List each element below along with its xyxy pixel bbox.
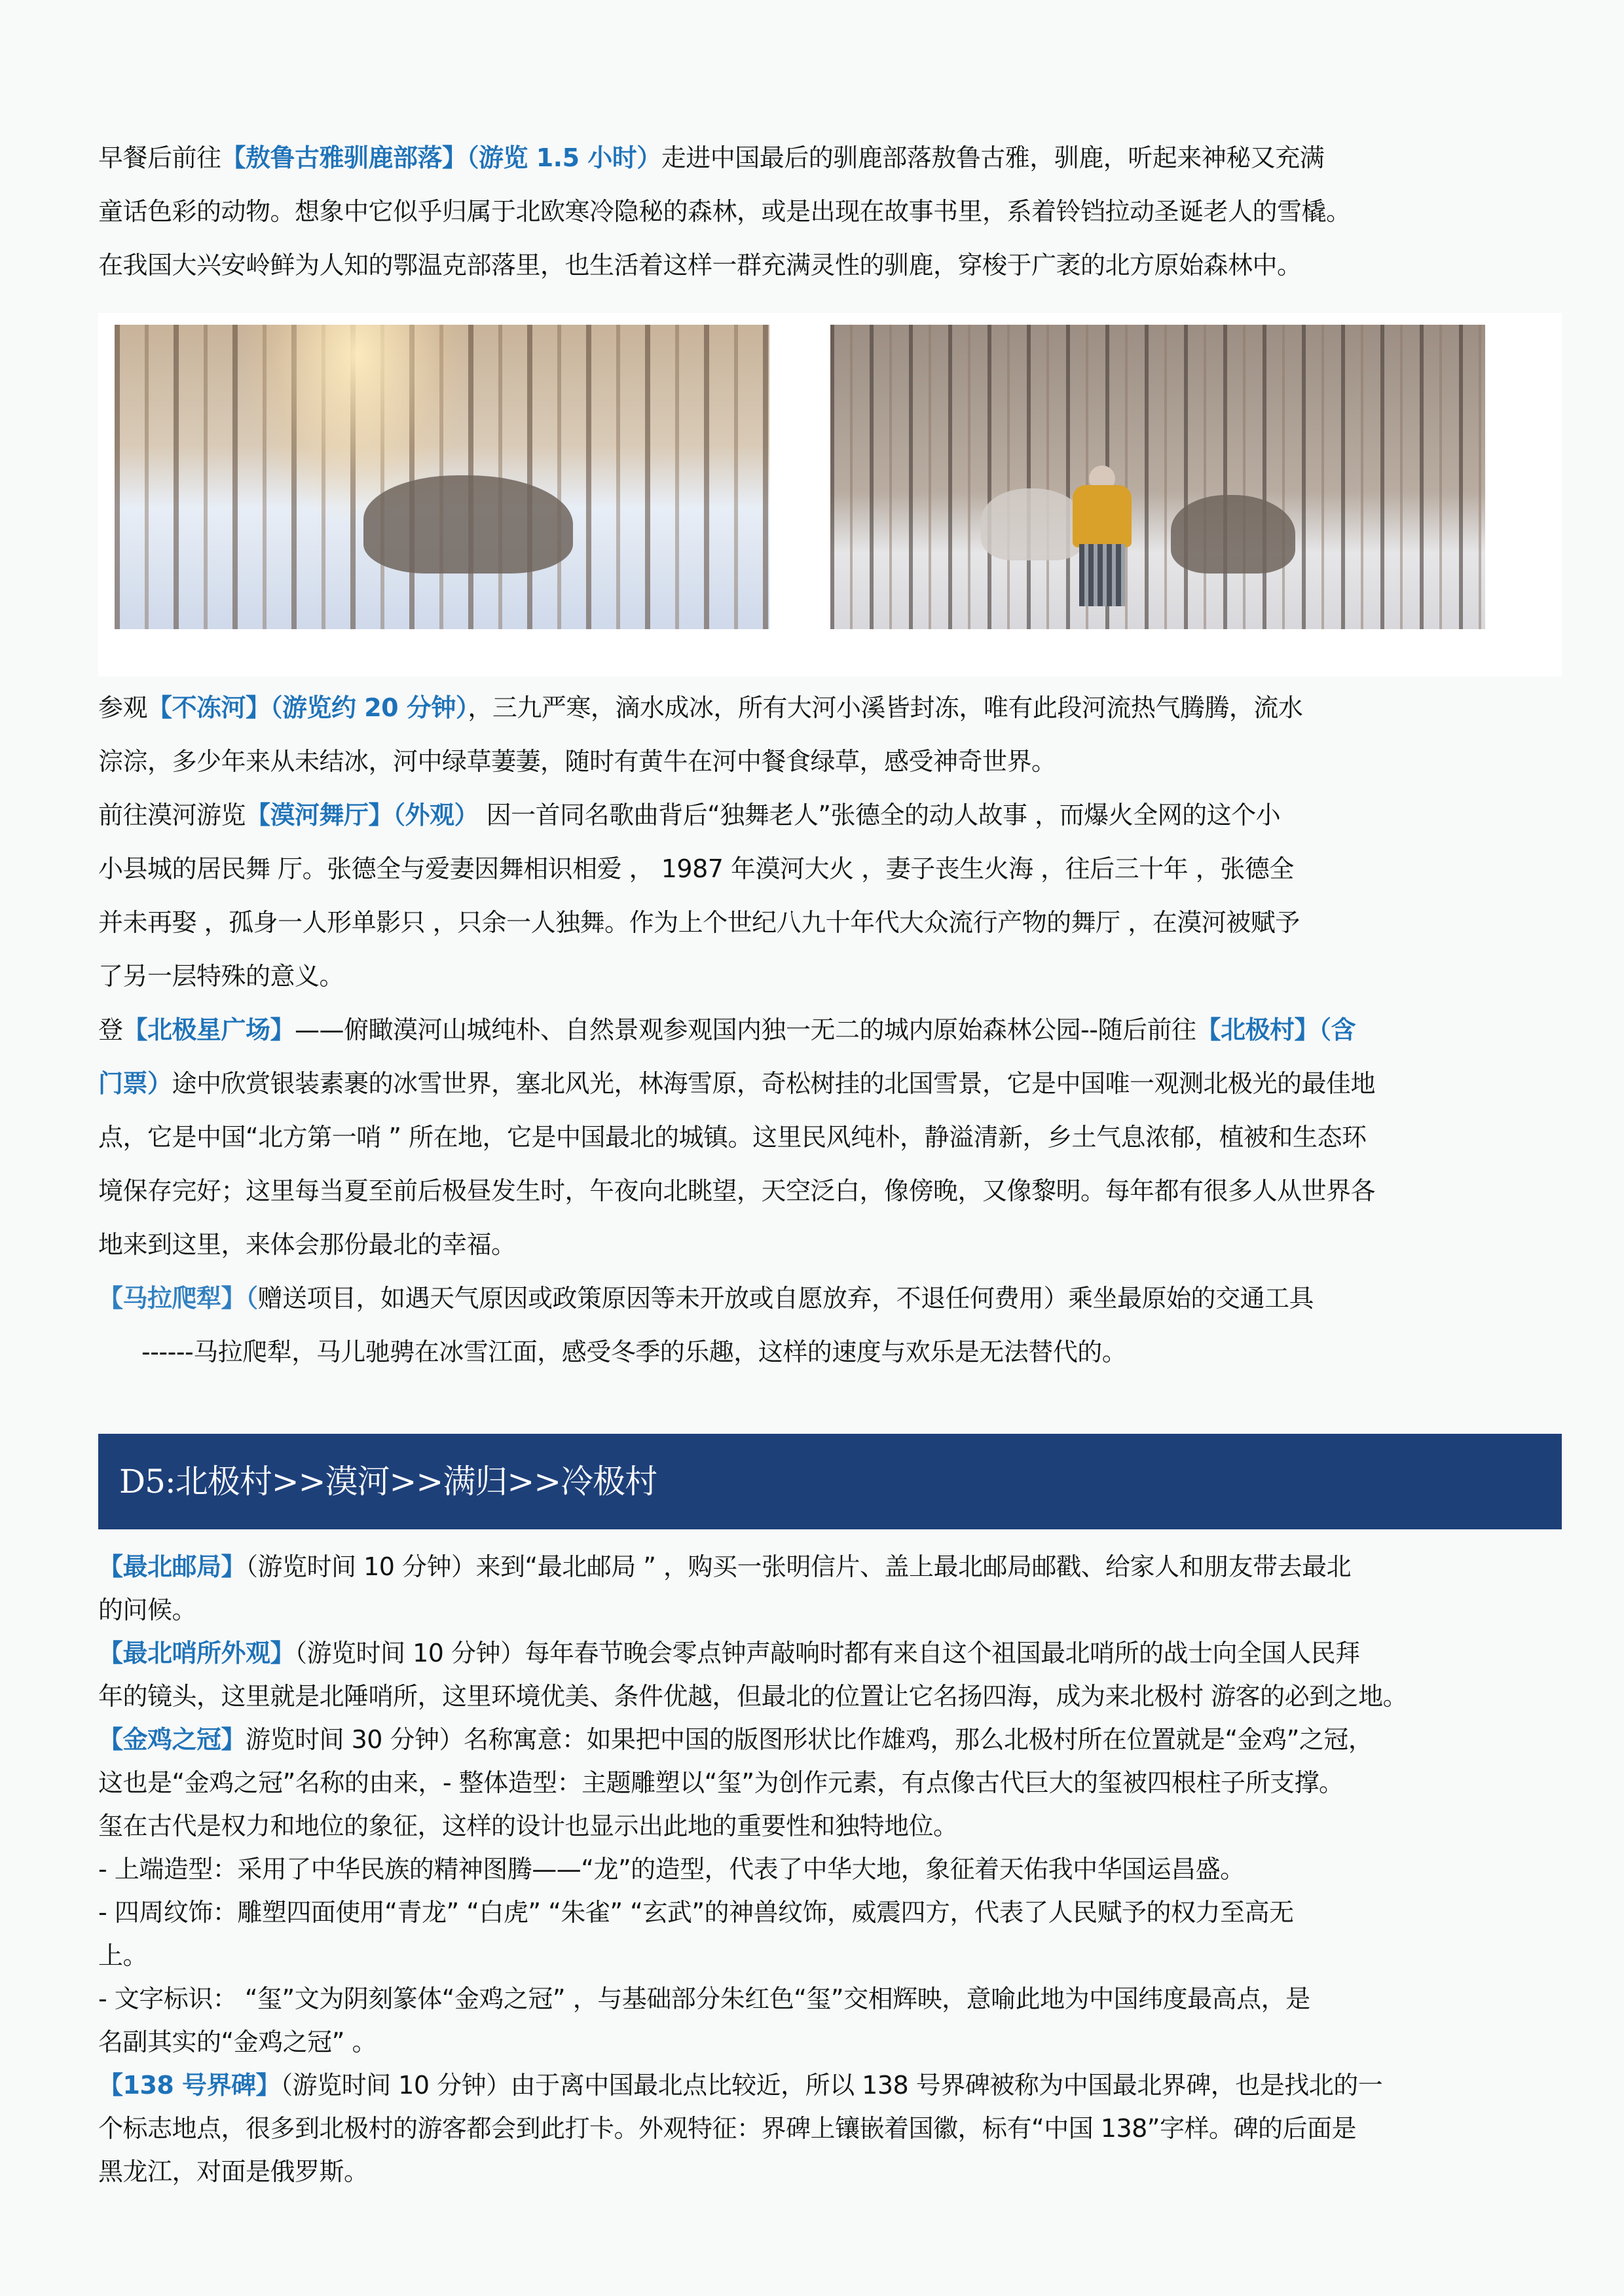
- text-line: 门票）途中欣赏银装素裹的冰雪世界，塞北风光，林海雪原，奇松树挂的北国雪景，它是中国唯一观测北极光的最佳地: [98, 1069, 1376, 1098]
- attraction-highlight: 【不冻河】（游览约 20 分钟）: [147, 693, 468, 722]
- text-line: 【138 号界碑】（游览时间 10 分钟）由于离中国最北点比较近，所以 138 号界碑被称为中国最北界碑，也是找北的一: [98, 2071, 1383, 2100]
- text-line: 了另一层特殊的意义。: [98, 962, 344, 991]
- text-line: 个标志地点，很多到北极村的游客都会到此打卡。外观特征：界碑上镶嵌着国徽，标有“中国 138”字样。碑的后面是: [98, 2114, 1356, 2143]
- text-line: 上。: [98, 1941, 148, 1970]
- reindeer-shape: [981, 488, 1086, 560]
- text-line: ------马拉爬犁，马儿驰骋在冰雪江面，感受冬季的乐趣，这样的速度与欢乐是无法替代的。: [141, 1338, 1127, 1366]
- text-line: 淙淙，多少年来从未结冰，河中绿草萋萋，随时有黄牛在河中餐食绿草，感受神奇世界。: [98, 747, 1056, 776]
- attraction-highlight: 【马拉爬犁】（: [98, 1284, 258, 1313]
- text-line: 【马拉爬犁】（赠送项目，如遇天气原因或政策原因等未开放或自愿放弃，不退任何费用）乘坐最原始的交通工具: [98, 1284, 1314, 1313]
- text-line: 并未再娶 ，孤身一人形单影只 ，只余一人独舞。作为上个世纪八九十年代大众流行产物的舞厅 ，在漠河被赋予: [98, 908, 1300, 937]
- text-line: 在我国大兴安岭鲜为人知的鄂温克部落里，也生活着这样一群充满灵性的驯鹿，穿梭于广袤的北方原始森林中。: [98, 251, 1302, 280]
- attraction-highlight: 【北极星广场】: [122, 1015, 295, 1044]
- text-line: - 上端造型：采用了中华民族的精神图腾——“龙”的造型，代表了中华大地，象征着天佑我中华国运昌盛。: [98, 1855, 1245, 1884]
- day-title: D5:北极村>>漠河>>满归>>冷极村: [119, 1463, 657, 1501]
- text-line: 【最北哨所外观】（游览时间 10 分钟）每年春节晚会零点钟声敲响时都有来自这个祖国最北哨所的战士向全国人民拜: [98, 1639, 1360, 1667]
- attraction-highlight: 【金鸡之冠】: [98, 1725, 246, 1754]
- text-line: 早餐后前往【敖鲁古雅驯鹿部落】（游览 1.5 小时）走进中国最后的驯鹿部落敖鲁古雅，驯鹿，听起来神秘又充满: [98, 143, 1325, 172]
- text-line: 的问候。: [98, 1595, 197, 1624]
- text-line: - 四周纹饰：雕塑四面使用“青龙” “白虎” “朱雀” “玄武”的神兽纹饰，威震四方，代表了人民赋予的权力至高无: [98, 1898, 1294, 1927]
- attraction-highlight: 【最北哨所外观】: [98, 1639, 295, 1667]
- text-line: 年的镜头，这里就是北陲哨所，这里环境优美、条件优越，但最北的位置让它名扬四海，成为来北极村 游客的必到之地。: [98, 1682, 1408, 1711]
- attraction-highlight: 【138 号界碑】: [98, 2071, 281, 2100]
- reindeer-sunlight-photo: [115, 325, 769, 629]
- attraction-highlight: 【漠河舞厅】（外观）: [246, 801, 479, 829]
- reindeer-tribe-paragraph: [98, 131, 1529, 292]
- reindeer-shape: [363, 475, 573, 574]
- person-figure: [1073, 465, 1132, 610]
- reindeer-shape: [1171, 495, 1295, 574]
- attraction-highlight: 【敖鲁古雅驯鹿部落】（游览 1.5 小时）: [221, 143, 661, 172]
- day-banner: [98, 1434, 1562, 1529]
- text-line: 【最北邮局】（游览时间 10 分钟）来到“最北邮局 ” ，购买一张明信片、盖上最北邮局邮戳、给家人和朋友带去最北: [98, 1552, 1352, 1581]
- text-line: 小县城的居民舞 厅。张德全与爱妻因舞相识相爱 ， 1987 年漠河大火 ，妻子丧生火海 ，往后三十年 ，张德全: [98, 854, 1294, 883]
- text-line: 点，它是中国“北方第一哨 ” 所在地，它是中国最北的城镇。这里民风纯朴，静溢清新，乡土气息浓郁，植被和生态环: [98, 1123, 1367, 1152]
- text-line: 童话色彩的动物。想象中它似乎归属于北欧寒冷隐秘的森林，或是出现在故事书里，系着铃铛拉动圣诞老人的雪橇。: [98, 197, 1351, 226]
- text-line: 黑龙江，对面是俄罗斯。: [98, 2157, 369, 2186]
- text-line: 玺在古代是权力和地位的象征，这样的设计也显示出此地的重要性和独特地位。: [98, 1812, 958, 1840]
- text-line: - 文字标识： “玺”文为阴刻篆体“金鸡之冠” ，与基础部分朱红色“玺”交相辉映，意喻此地为中国纬度最高点，是: [98, 1984, 1310, 2013]
- photo-row: [98, 313, 1562, 676]
- text-line: 参观【不冻河】（游览约 20 分钟），三九严寒，滴水成冰，所有大河小溪皆封冻，唯有此段河流热气腾腾，流水: [98, 693, 1303, 722]
- text-line: 这也是“金鸡之冠”名称的由来，- 整体造型：主题雕塑以“玺”为创作元素，有点像古代巨大的玺被四根柱子所支撑。: [98, 1768, 1344, 1797]
- text-line: 名副其实的“金鸡之冠” 。: [98, 2028, 377, 2056]
- attraction-highlight: 【最北邮局】: [98, 1552, 246, 1581]
- text-line: 前往漠河游览【漠河舞厅】（外观） 因一首同名歌曲背后“独舞老人”张德全的动人故事 ，而爆火全网的这个小: [98, 801, 1281, 829]
- text-line: 【金鸡之冠】游览时间 30 分钟）名称寓意：如果把中国的版图形状比作雄鸡，那么北极村所在位置就是“金鸡”之冠，: [98, 1725, 1373, 1754]
- text-line: 登【北极星广场】——俯瞰漠河山城纯朴、自然景观参观国内独一无二的城内原始森林公园--随后前往【北极村】（含: [98, 1015, 1356, 1044]
- text-line: 地来到这里，来体会那份最北的幸福。: [98, 1230, 516, 1259]
- text-line: 境保存完好；这里每当夏至前后极昼发生时，午夜向北眺望，天空泛白，像傍晚，又像黎明。每年都有很多人从世界各: [98, 1176, 1376, 1205]
- reindeer-feeding-photo: [830, 325, 1485, 629]
- attraction-highlight: 【北极村】（含: [1196, 1015, 1356, 1044]
- itinerary-paragraphs: [98, 681, 1529, 1379]
- day5-paragraphs: [98, 1545, 1529, 2193]
